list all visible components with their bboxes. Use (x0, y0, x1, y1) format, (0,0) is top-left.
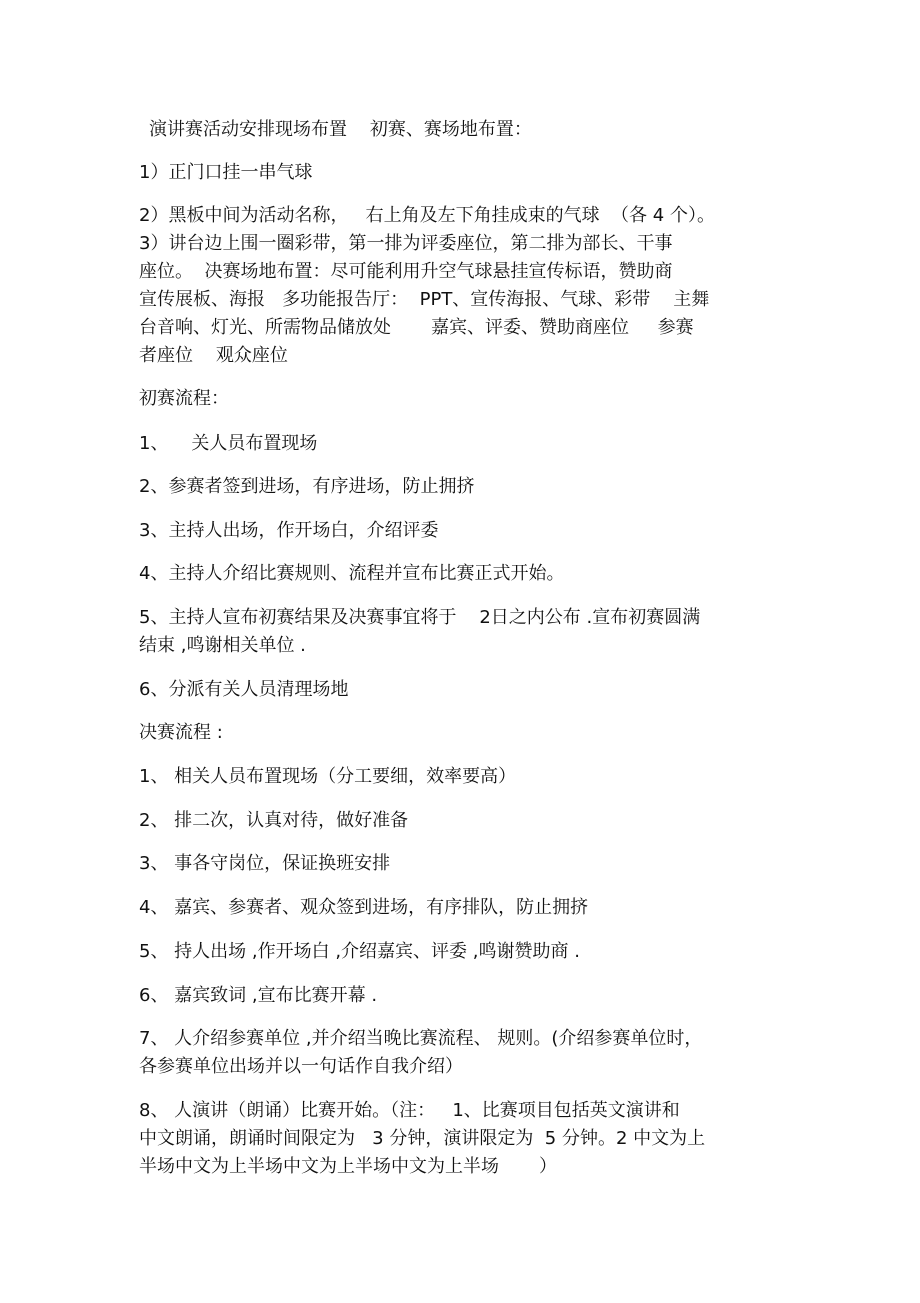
final-step: 6、 嘉宾致词 ,宣布比赛开幕 . (139, 985, 378, 1006)
final-step: 半场中文为上半场中文为上半场中文为上半场 ） (139, 1156, 558, 1177)
final-step: 4、 嘉宾、参赛者、观众签到进场，有序排队，防止拥挤 (139, 897, 589, 918)
final-step: 5、 持人出场 ,作开场白 ,介绍嘉宾、评委 ,鸣谢赞助商 . (139, 941, 580, 962)
setup-line: 台音响、灯光、所需物品储放处 嘉宾、评委、赞助商座位 参赛 (139, 317, 694, 338)
final-section-title: 决赛流程 : (139, 722, 223, 743)
setup-line: 3）讲台边上围一圈彩带，第一排为评委座位，第二排为部长、干事 (139, 233, 673, 254)
prelim-step: 1、 关人员布置现场 (139, 433, 318, 454)
prelim-step: 6、分派有关人员清理场地 (139, 679, 349, 700)
document-heading: 演讲赛活动安排现场布置 初赛、赛场地布置： (149, 119, 532, 140)
setup-line: 者座位 观众座位 (139, 345, 288, 366)
prelim-step: 2、参赛者签到进场，有序进场，防止拥挤 (139, 476, 475, 497)
setup-line: 座位。 决赛场地布置：尽可能利用升空气球悬挂宣传标语，赞助商 (139, 261, 673, 282)
final-step: 3、 事各守岗位，保证换班安排 (139, 853, 391, 874)
final-step: 8、 人演讲（朗诵）比赛开始。（注： 1、比赛项目包括英文演讲和 (139, 1100, 680, 1121)
final-step: 1、 相关人员布置现场（分工要细，效率要高） (139, 766, 517, 787)
prelim-step: 4、主持人介绍比赛规则、流程并宣布比赛正式开始。 (139, 563, 565, 584)
final-step: 2、 排二次，认真对待，做好准备 (139, 810, 409, 831)
final-step: 中文朗诵，朗诵时间限定为 3 分钟，演讲限定为 5 分钟。2 中文为上 (139, 1128, 706, 1149)
setup-line: 宣传展板、海报 多功能报告厅： PPT、宣传海报、气球、彩带 主舞 (139, 289, 710, 310)
setup-line: 1）正门口挂一串气球 (139, 162, 313, 183)
prelim-step: 3、主持人出场，作开场白，介绍评委 (139, 520, 439, 541)
prelim-step: 结束 ,鸣谢相关单位 . (139, 635, 306, 656)
final-step: 各参赛单位出场并以一句话作自我介绍） (139, 1056, 463, 1077)
setup-line: 2）黑板中间为活动名称， 右上角及左下角挂成束的气球 （各 4 个）。 (139, 205, 715, 226)
prelim-section-title: 初赛流程： (139, 388, 229, 409)
final-step: 7、 人介绍参赛单位 ,并介绍当晚比赛流程、 规则。(介绍参赛单位时， (139, 1028, 703, 1049)
prelim-step: 5、主持人宣布初赛结果及决赛事宜将于 2日之内公布 .宣布初赛圆满 (139, 607, 701, 628)
